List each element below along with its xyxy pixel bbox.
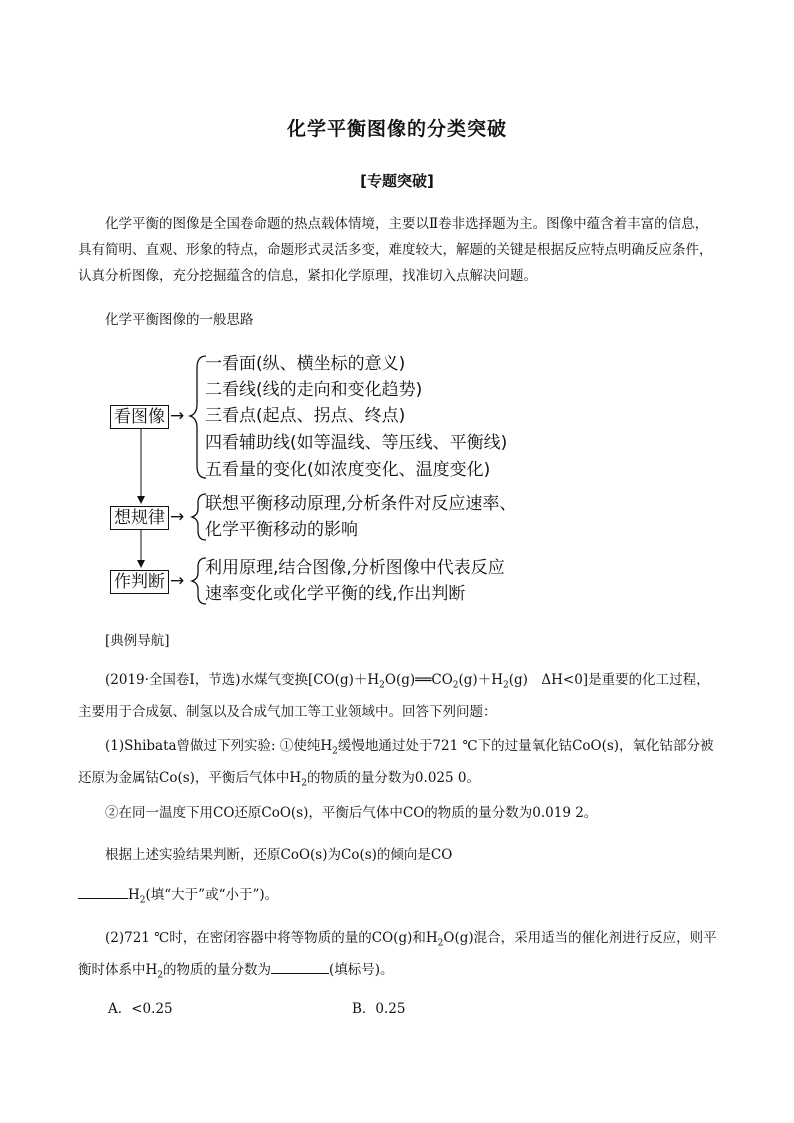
flow-item-2: 二看线(线的走向和变化趋势) (205, 380, 423, 400)
question-2: (2)721 ℃时，在密闭容器中将等物质的量的CO(g)和$H_2O(g)$混合，采用适当的催化剂进行反应，则平衡时体系中$H_2$的物质的量分数为 (填标号)。 (78, 930, 717, 981)
example-header: [典例导航] (105, 633, 170, 649)
section-title: [专题突破] (360, 172, 434, 190)
flow-arrow-3: → (170, 571, 185, 591)
question-intro: (2019·全国卷Ⅰ，节选)水煤气变换[$CO(g)+H_2O(g)══CO_2(g)+H_2(g)$ ΔH<0]是重要的化工过程，主要用于合成氨、制氢以及合成气加工等工业领域中。回答下列问题： (78, 672, 710, 720)
flow-item-4: 四看辅助线(如等温线、等压线、平衡线) (205, 433, 508, 453)
approach-title: 化学平衡图像的一般思路 (105, 312, 254, 328)
flow-box-think: 想规律 (110, 506, 169, 530)
flow-judge-line-1: 利用原理,结合图像,分析图像中代表反应 (205, 558, 505, 578)
flow-box-look: 看图像 (110, 405, 169, 429)
question-1-answer-line: $H_2$(填“大于”或“小于”)。 (78, 882, 718, 914)
flow-judge-line-2: 速率变化或化学平衡的线,作出判断 (205, 584, 466, 604)
flow-item-3: 三看点(起点、拐点、终点) (205, 406, 406, 426)
flow-arrow-2: → (170, 507, 185, 527)
flow-box-judge: 作判断 (110, 570, 169, 594)
flow-think-line-1: 联想平衡移动原理,分析条件对反应速率、 (205, 494, 517, 514)
answer-blank-1[interactable] (78, 884, 128, 899)
flow-item-1: 一看面(纵、横坐标的意义) (205, 354, 406, 374)
option-a[interactable]: A．<0.25 (108, 1001, 173, 1017)
option-b[interactable]: B．0.25 (352, 1001, 406, 1017)
question-1: (1)Shibata曾做过下列实验: ①使纯$H_2$缓慢地通过处于721 ℃下的过量氧化钴CoO(s)，氧化钴部分被还原为金属钴Co(s)，平衡后气体中$H_2$的物质的量分数为0.025 0。 (78, 738, 714, 789)
question-1-judgement: 根据上述实验结果判断，还原CoO(s)为Co(s)的倾向是CO (105, 847, 453, 863)
page-title: 化学平衡图像的分类突破 (286, 118, 507, 140)
answer-blank-2[interactable] (271, 959, 329, 974)
flow-arrow-1: → (170, 406, 185, 426)
flow-think-line-2: 化学平衡移动的影响 (205, 520, 358, 540)
intro-paragraph: 化学平衡的图像是全国卷命题的热点载体情境，主要以Ⅱ卷非选择题为主。图像中蕴含着丰富的信息，具有简明、直观、形象的特点，命题形式灵活多变，难度较大，解题的关键是根据反应特点明确反应条件，认真分析图像，充分挖掘蕴含的信息，紧扣化学原理，找准切入点解决问题。 (78, 216, 713, 284)
flow-item-5: 五看量的变化(如浓度变化、温度变化) (205, 460, 491, 480)
question-1-part-2: ②在同一温度下用CO还原CoO(s)，平衡后气体中CO的物质的量分数为0.019 2。 (105, 805, 598, 821)
